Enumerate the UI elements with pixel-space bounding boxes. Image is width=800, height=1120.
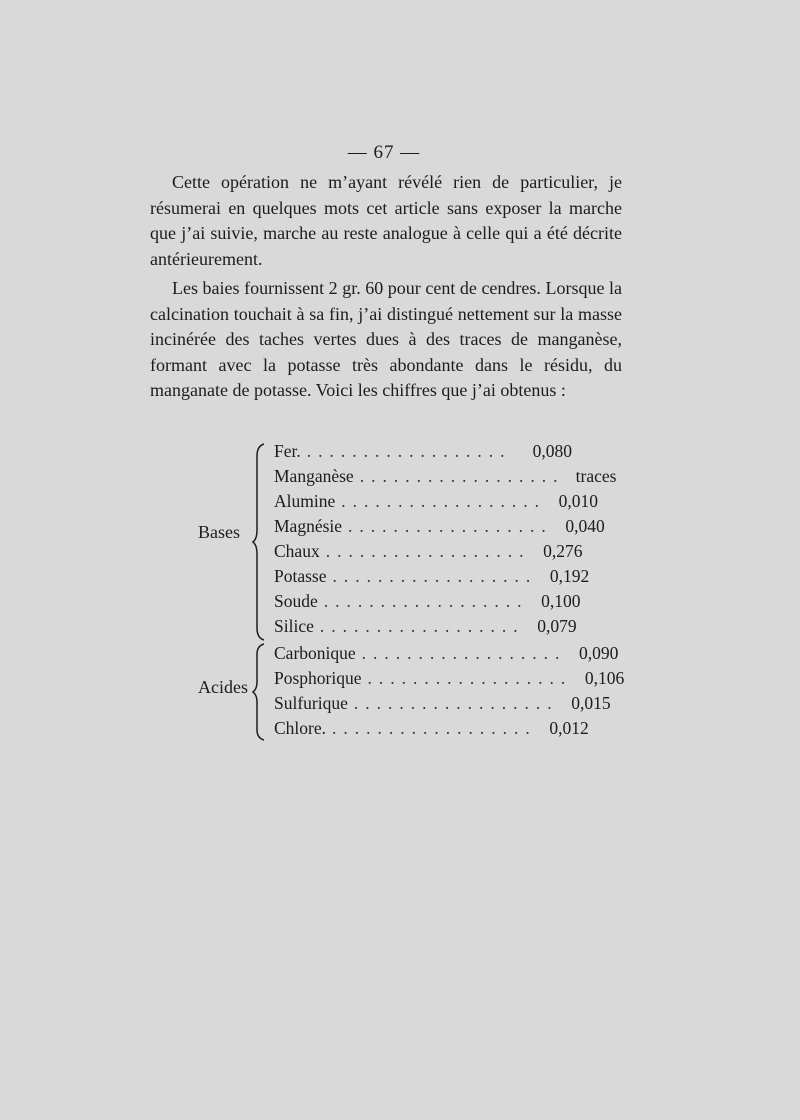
leader-dots: ..................: [361, 643, 567, 663]
row-name: Manganèse: [274, 466, 354, 486]
row-name: Sulfurique: [274, 693, 348, 713]
leader-dots: ..................: [332, 718, 537, 738]
row-value: 0,040: [565, 516, 605, 536]
row-name: Magnésie: [274, 516, 343, 536]
table-row: [274, 438, 572, 464]
row-name: Silice: [274, 616, 314, 636]
row-value: 0,106: [584, 668, 625, 688]
bases-brace: [252, 442, 268, 642]
leader-dots: ..................: [341, 491, 546, 511]
bases-label: Bases: [198, 522, 240, 542]
leader-dots: ..................: [367, 668, 573, 688]
paragraph-2: Les baies fournissent 2 gr. 60 pour cent de cendres. Lorsque la calcination touchait à sa fin, j’ai distingué nettement sur la masse incinérée des taches vertes dues à des traces de manganèse, formant avec la potasse très abondante dans le résidu, du manganate de potasse. Voici les chiffres que j’ai obtenus :: [150, 278, 622, 400]
row-value: 0,010: [558, 491, 598, 511]
table-row: [274, 640, 619, 666]
row-value: 0,100: [541, 591, 581, 611]
row-value: 0,090: [579, 643, 619, 663]
row-value: 0,012: [549, 718, 589, 738]
row-value: 0,079: [537, 616, 577, 636]
leader-dots: ..................: [332, 566, 538, 586]
table-row: [274, 588, 581, 614]
row-name: Alumine: [274, 491, 336, 511]
leader-dots: ..................: [323, 591, 529, 611]
table-row: [274, 463, 617, 489]
leader-dots: ..................: [353, 693, 559, 713]
table-row: [274, 715, 589, 741]
leader-dots: ..................: [325, 541, 531, 561]
leader-dots: ..................: [359, 466, 565, 486]
row-name: Posphorique: [274, 668, 362, 688]
table-row: [274, 613, 577, 639]
leader-dots: ..................: [348, 516, 553, 536]
table-row: [274, 665, 625, 691]
row-value: 0,192: [549, 566, 590, 586]
row-value: 0,276: [543, 541, 583, 561]
row-name: Carbonique: [274, 643, 356, 663]
row-name: Chlore.: [274, 718, 327, 738]
acides-brace: [252, 642, 268, 742]
body-text: [150, 170, 622, 404]
acides-label: Acides: [198, 677, 248, 697]
table-row: [274, 690, 611, 716]
row-value: 0,015: [571, 693, 611, 713]
table-row: [274, 488, 598, 514]
row-name: Soude: [274, 591, 318, 611]
table-row: [274, 513, 605, 539]
row-name: Fer.: [274, 441, 301, 461]
row-value: 0,080: [532, 441, 572, 461]
table-row: [274, 563, 590, 589]
row-name: Potasse: [274, 566, 327, 586]
leader-dots: ..................: [319, 616, 525, 636]
table-row: [274, 538, 583, 564]
leader-dots: ..................: [306, 441, 512, 461]
row-name: Chaux: [274, 541, 320, 561]
page-number: — 67 —: [347, 142, 421, 163]
row-value: traces: [575, 466, 617, 486]
paragraph-1: Cette opération ne m’ayant révélé rien de particulier, je résumerai en quelques mots cet article sans exposer la marche que j’ai suivie, marche au reste analogue à celle qui a été décrite antérieurement.: [150, 172, 622, 269]
